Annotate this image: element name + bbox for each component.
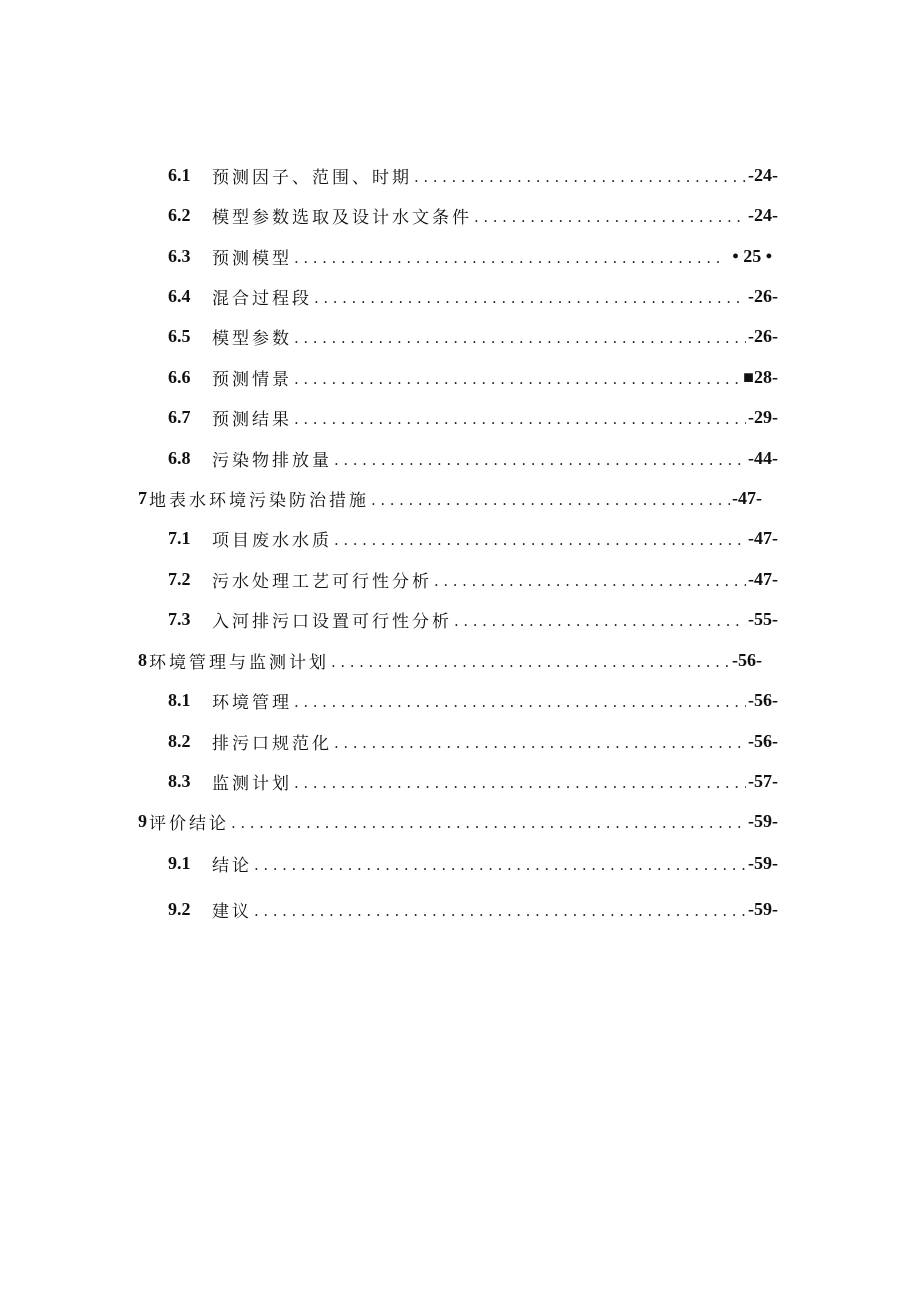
- toc-number: 8: [138, 649, 147, 670]
- toc-title: 地表水环境污染防治措施: [149, 490, 369, 511]
- toc-number: 8.3: [168, 770, 191, 791]
- dot-leader: [294, 367, 741, 388]
- toc-entry-6-3[interactable]: [168, 242, 772, 270]
- toc-entry-9-2[interactable]: [168, 895, 778, 923]
- dot-leader: [434, 569, 746, 590]
- dot-leader: [414, 165, 746, 186]
- toc-number: 7: [138, 487, 147, 508]
- toc-page-number: -47-: [748, 568, 778, 589]
- dot-leader: [294, 246, 722, 267]
- dot-leader: [294, 407, 746, 428]
- toc-entry-8-3[interactable]: [168, 767, 778, 795]
- toc-number: 9: [138, 810, 147, 831]
- dot-leader: [254, 853, 746, 874]
- dot-leader: [454, 609, 746, 630]
- toc-entry-6-4[interactable]: [168, 282, 778, 310]
- toc-page-number: -55-: [748, 608, 778, 629]
- toc-title: 污染物排放量: [212, 450, 332, 471]
- toc-number: 9.1: [168, 852, 191, 873]
- dot-leader: [294, 690, 746, 711]
- toc-entry-7[interactable]: [138, 484, 762, 512]
- toc-number: 6.5: [168, 325, 191, 346]
- toc-title: 模型参数: [212, 328, 292, 349]
- toc-entry-7-3[interactable]: [168, 605, 778, 633]
- toc-page-number: -24-: [748, 164, 778, 185]
- toc-page-number: -44-: [748, 447, 778, 468]
- toc-page-number: -56-: [748, 689, 778, 710]
- toc-entry-6-1[interactable]: [168, 161, 778, 189]
- toc-number: 6.3: [168, 245, 191, 266]
- toc-title: 环境管理: [212, 692, 292, 713]
- dot-leader: [334, 448, 746, 469]
- toc-page-number: -47-: [732, 487, 762, 508]
- toc-title: 混合过程段: [212, 288, 312, 309]
- toc-number: 9.2: [168, 898, 191, 919]
- toc-title: 模型参数选取及设计水文条件: [212, 207, 472, 228]
- toc-number: 6.4: [168, 285, 191, 306]
- toc-title: 建议: [212, 901, 252, 922]
- toc-number: 7.1: [168, 527, 191, 548]
- toc-entry-8[interactable]: [138, 646, 762, 674]
- toc-title: 预测情景: [212, 369, 292, 390]
- toc-title: 污水处理工艺可行性分析: [212, 571, 432, 592]
- toc-page-number: -59-: [748, 810, 778, 831]
- toc-title: 预测模型: [212, 248, 292, 269]
- toc-number: 6.6: [168, 366, 191, 387]
- toc-title: 评价结论: [149, 813, 229, 834]
- toc-page-number: -57-: [748, 770, 778, 791]
- dot-leader: [314, 286, 746, 307]
- toc-title: 环境管理与监测计划: [149, 652, 329, 673]
- toc-page-number: ■28-: [743, 366, 778, 387]
- toc-number: 7.2: [168, 568, 191, 589]
- toc-page-number: -56-: [732, 649, 762, 670]
- toc-page-number: -56-: [748, 730, 778, 751]
- toc-entry-6-5[interactable]: [168, 322, 778, 350]
- toc-entry-6-8[interactable]: [168, 444, 778, 472]
- toc-title: 监测计划: [212, 773, 292, 794]
- dot-leader: [231, 811, 746, 832]
- toc-number: 8.2: [168, 730, 191, 751]
- toc-entry-6-6[interactable]: [168, 363, 778, 391]
- toc-page-number: -59-: [748, 898, 778, 919]
- toc-title: 项目废水水质: [212, 530, 332, 551]
- toc-page-number: -47-: [748, 527, 778, 548]
- toc-title: 预测结果: [212, 409, 292, 430]
- toc-entry-8-2[interactable]: [168, 727, 778, 755]
- toc-number: 6.7: [168, 406, 191, 427]
- toc-entry-7-2[interactable]: [168, 565, 778, 593]
- toc-page-number: -26-: [748, 325, 778, 346]
- toc-number: 6.1: [168, 164, 191, 185]
- toc-entry-6-2[interactable]: [168, 201, 778, 229]
- dot-leader: [294, 326, 746, 347]
- toc-entry-9[interactable]: [138, 807, 778, 835]
- toc-entry-8-1[interactable]: [168, 686, 778, 714]
- dot-leader: [474, 205, 746, 226]
- toc-number: 6.2: [168, 204, 191, 225]
- dot-leader: [254, 899, 746, 920]
- toc-entry-9-1[interactable]: [168, 849, 778, 877]
- dot-leader: [331, 650, 730, 671]
- toc-page-number: -29-: [748, 406, 778, 427]
- toc-entry-7-1[interactable]: [168, 524, 778, 552]
- toc-title: 排污口规范化: [212, 733, 332, 754]
- dot-leader: [371, 488, 730, 509]
- dot-leader: [334, 731, 746, 752]
- toc-page-number: -59-: [748, 852, 778, 873]
- toc-page-number: -26-: [748, 285, 778, 306]
- toc-title: 预测因子、范围、时期: [212, 167, 412, 188]
- toc-number: 6.8: [168, 447, 191, 468]
- toc-number: 8.1: [168, 689, 191, 710]
- toc-page-number: -24-: [748, 204, 778, 225]
- toc-number: 7.3: [168, 608, 191, 629]
- toc-page-number: • 25 •: [732, 245, 772, 266]
- dot-leader: [334, 528, 746, 549]
- toc-entry-6-7[interactable]: [168, 403, 778, 431]
- toc-title: 入河排污口设置可行性分析: [212, 611, 452, 632]
- toc-title: 结论: [212, 855, 252, 876]
- dot-leader: [294, 771, 746, 792]
